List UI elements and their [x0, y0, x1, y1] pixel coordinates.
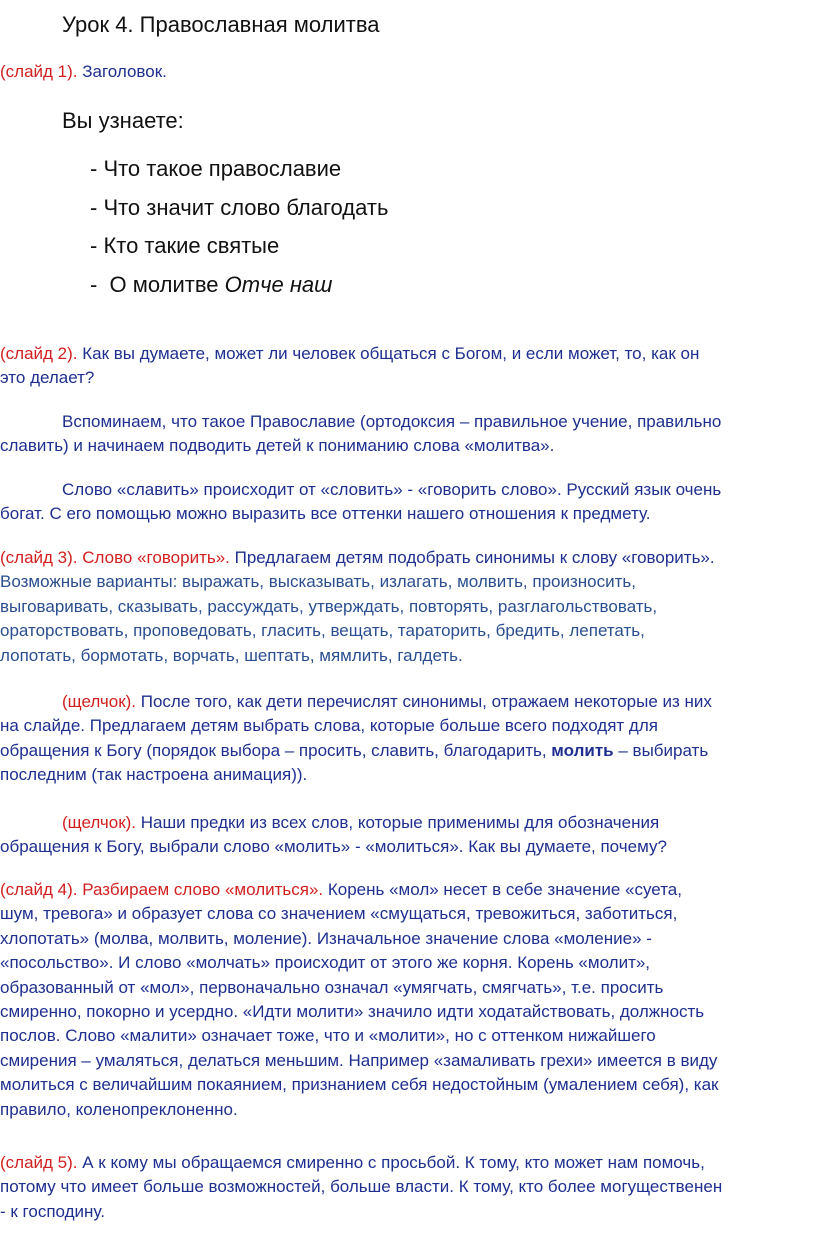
remember-line1: Вспоминаем, что такое Православие (ортодоксия – правильное учение, правильно: [62, 412, 722, 431]
slide5-tag: (слайд 5).: [0, 1153, 78, 1172]
slide4-line7: послов. Слово «малити» означает тоже, что и «молити», но с оттенком нижайшего: [0, 1026, 656, 1046]
learn-item-3: - Кто такие святые: [90, 233, 280, 258]
slide5-line3: - к господину.: [0, 1201, 105, 1221]
slide4-line1: Корень «мол» несет в себе значение «суета,: [323, 880, 682, 899]
slide4-line5: образованный от «мол», первоначально означал «умягчать, смягчать», т.е. просить: [0, 977, 664, 997]
slavit-line2: богат. С его помощью можно выразить все оттенки нашего отношения к предмету.: [0, 504, 651, 524]
slide3-line2: Возможные варианты: выражать, высказывать, излагать, молвить, произносить,: [0, 572, 636, 592]
prayer-name: Отче наш: [224, 272, 333, 297]
slide3-line3: выговаривать, сказывать, рассуждать, утверждать, повторять, разглагольствовать,: [0, 596, 658, 616]
slide3-line5: лопотать, бормотать, ворчать, шептать, мямлить, галдеть.: [0, 645, 463, 665]
slide4-line10: правило, коленопреклоненно.: [0, 1099, 238, 1119]
slavit-line1: Слово «славить» происходит от «словить» - «говорить слово». Русский язык очень: [62, 480, 722, 499]
learn-item-1: - Что такое православие: [90, 156, 342, 181]
slide1-paragraph: [0, 60, 167, 84]
click1-line3-after: – выбирать: [613, 740, 709, 760]
slide5-line1: А к кому мы обращаемся смиренно с просьбой. К тому, кто может нам помочь,: [77, 1153, 705, 1172]
slide3-tag: (слайд 3). Слово «говорить».: [0, 548, 230, 567]
remember-line2: славить) и начинаем подводить детей к пониманию слова «молитва».: [0, 436, 555, 456]
slide1-tag: (слайд 1).: [0, 62, 78, 81]
slide4-paragraph: [0, 878, 816, 1122]
slide4-line8: смирения – умаляться, делаться меньшим. Например «замаливать грехи» имеется в виду: [0, 1050, 718, 1070]
learn-item-4: [90, 272, 332, 298]
click2-line1: Наши предки из всех слов, которые применимы для обозначения: [136, 813, 660, 832]
slide5-line2: потому что имеет больше возможностей, больше власти. К тому, кто более могущественен: [0, 1177, 723, 1197]
slide2-line2: это делает?: [0, 368, 95, 388]
page-title: Урок 4. Православная молитва: [62, 12, 380, 37]
slide4-line9: молиться с величайшим покаянием, признанием себя недостойным (умалением себя), как: [0, 1075, 719, 1095]
click1-line2: на слайде. Предлагаем детям выбрать слова, которые больше всего подходят для: [0, 716, 658, 736]
slavit-paragraph: [0, 478, 816, 527]
slide2-line1: Как вы думаете, может ли человек общаться с Богом, и если может, то, как он: [77, 344, 700, 363]
click1-tag: (щелчок).: [62, 692, 137, 711]
slide4-line3: хлопотать» (молва, молвить, моление). Изначальное значение слова «моление» -: [0, 928, 652, 948]
slide5-paragraph: [0, 1151, 816, 1224]
slide3-line1: Предлагаем детям подобрать синонимы к слову «говорить».: [229, 548, 715, 567]
click1-line4: последним (так настроена анимация)).: [0, 765, 308, 785]
click2-tag: (щелчок).: [62, 813, 137, 832]
click1-line1: После того, как дети перечислят синонимы, отражаем некоторые из них: [136, 692, 712, 711]
learn-heading: Вы узнаете:: [62, 108, 184, 133]
slide1-text: Заголовок.: [77, 62, 167, 81]
slide4-line6: смиренно, покорно и усердно. «Идти молити» значило идти ходатайствовать, должность: [0, 1002, 705, 1022]
slide2-paragraph: [0, 342, 816, 391]
slide3-line4: ораторствовать, проповедовать, гласить, вещать, тараторить, бредить, лепетать,: [0, 621, 645, 641]
learn-item-2: - Что значит слово благодать: [90, 195, 389, 220]
slide2-tag: (слайд 2).: [0, 344, 78, 363]
slide3-paragraph: [0, 546, 816, 668]
remember-paragraph: [0, 410, 816, 459]
click2-line2: обращения к Богу, выбрали слово «молить» - «молиться». Как вы думаете, почему?: [0, 837, 667, 857]
slide4-line2: шум, тревога» и образует слова со значением «смущаться, тревожиться, заботиться,: [0, 904, 678, 924]
click2-paragraph: [0, 811, 816, 860]
click1-line3-bold: молить: [551, 740, 614, 760]
click1-paragraph: [0, 690, 816, 788]
learn-item-4-prefix: - О молитве: [90, 272, 225, 297]
slide4-line4: «посольство». И слово «молчать» происходит от этого же корня. Корень «молит»,: [0, 953, 651, 973]
click1-line3-before: обращения к Богу (порядок выбора – просить, славить, благодарить,: [0, 740, 552, 760]
slide4-tag: (слайд 4). Разбираем слово «молиться».: [0, 880, 324, 899]
